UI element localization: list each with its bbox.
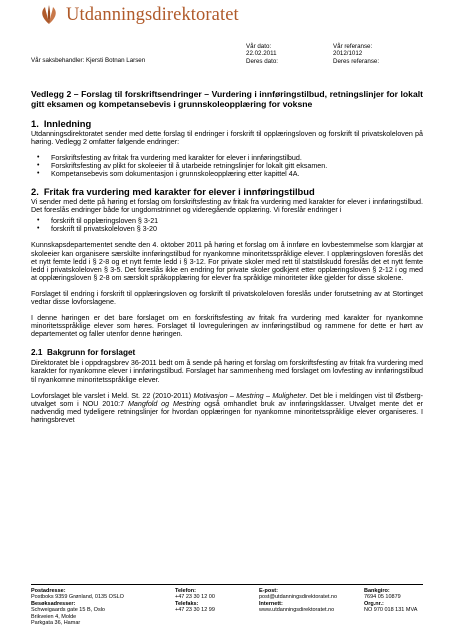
section-2-1-number: 2.1 — [31, 348, 43, 358]
footer-bank-column — [364, 588, 417, 614]
page-footer — [31, 584, 423, 627]
section-2-1-title: Bakgrunn for forslaget — [47, 348, 136, 358]
besoksadresse: Brikveien 4, Molde — [31, 613, 77, 620]
document-body — [31, 90, 423, 432]
section-2-1-paragraph-1: Direktoratet ble i oppdragsbrev 36-2011 bedt om å sende på høring et forslag om forskriftsfesting av fritak fra vurdering med karakter for nyankomne elever i innføringstilbud. Forslaget har sammenheng med forslaget om lovfesting av innføringstilbud til nyankomne minoritetsspråklige elever. — [31, 359, 423, 384]
section-2-paragraph-2: Kunnskapsdepartementet sendte den 4. oktober 2011 på høring et forslag om å innføre en lovbestemmelse som klargjør at skoleeier kan organisere særskilte innføringstilbud for nyankomne minoritetsspråklige elever. I opplæringsloven foreslås det et nytt femte ledd i § 2-8 og et nytt femte ledd i § 3-12. For private skoler med rett til statstilskudd foreslås det et nytt femte ledd i privatskoleloven § 3-5. Det foreslås ikke en endring for private skoler godkjent etter opplæringsloven § 2-12 i og med at opplæringsloven § 2-8 om særskilt språkopplæring for elever fra språklige minoriteter ikke gjelder for disse skolene. — [31, 241, 423, 282]
epost-link[interactable]: post@utdanningsdirektoratet.no — [259, 594, 338, 601]
orgnr: NO 970 018 131 MVA — [364, 607, 418, 614]
besoksadresse: Parkgata 36, Hamar — [31, 620, 81, 627]
logo — [36, 4, 239, 26]
bankgiro: 7694 05 10879 — [364, 594, 401, 601]
telefaks-label: Telefaks: — [175, 600, 199, 607]
footer-web-column — [259, 588, 337, 614]
deres-dato-label: Deres dato: — [246, 57, 278, 65]
section-1-list — [31, 154, 423, 178]
section-1-paragraph: Utdanningsdirektoratet sender med dette forslag til endringer i forskrift til opplæringsloven og forskrift til privatskoleloven på høring. Vedlegg 2 omfatter følgende endringer: — [31, 129, 423, 146]
postadresse-label: Postadresse: — [31, 588, 66, 594]
logo-text: Utdanningsdirektoratet — [66, 4, 239, 25]
section-1-number: 1. — [31, 117, 39, 129]
report-title: Motivasjon – Mestring – Muligheter — [193, 391, 306, 400]
besoksadresser-label: Besøksadresser: — [31, 600, 76, 607]
section-2-heading — [31, 186, 423, 197]
list-item: • forskrift til privatskoleloven § 3-20 — [31, 225, 423, 233]
telefon: +47 23 30 12 00 — [175, 594, 215, 601]
saksbehandler: Vår saksbehandler: Kjersti Botnan Larsen — [31, 57, 146, 64]
list-item: • Forskriftsfesting av plikt for skoleeier til å utarbeide retningslinjer for lokalt gitt eksamen. — [31, 162, 423, 170]
besoksadresse: Schweigaards gate 15 B, Oslo — [31, 607, 105, 614]
list-item: • forskrift til opplæringsloven § 3-21 — [31, 217, 423, 225]
text-run: også omhandlet bruk av innføringsklasser. Utvalget mente det er nødvendig med tydeligere retningslinjer for hvordan opplæringen for nyankomne minoritetsspråklige elever organiseres. I høringsbrevet — [31, 399, 423, 424]
section-2-paragraph-1: Vi sender med dette på høring et forslag om forskriftsfesting av fritak fra vurdering med karakter for elever i innføringstilbud. Det foreslås endringer både for ungdomstrinnet og videregående opplæring. Vi foreslår endringer i — [31, 198, 423, 215]
document-title: Vedlegg 2 – Forslag til forskriftsendringer – Vurdering i innføringstilbud, retningslinjer for lokalt gitt eksamen og kompetansebevis i grunnskoleopplæring for voksne — [31, 89, 423, 109]
list-item: • Kompetansebevis som dokumentasjon i grunnskoleopplæring etter kapittel 4A. — [31, 170, 423, 178]
dates-column — [246, 43, 278, 65]
var-referanse-label: Vår referanse: — [333, 43, 373, 50]
bankgiro-label: Bankgiro: — [364, 588, 390, 594]
deres-referanse-label: Deres referanse: — [333, 57, 380, 65]
section-2-paragraph-3: Forslaget til endring i forskrift til opplæringsloven og forskrift til privatskoleloven foreslås under forutsetning av at Stortinget vedtar disse lovforslagene. — [31, 289, 423, 306]
section-2-title: Fritak fra vurdering med karakter for elever i innføringstilbud — [43, 186, 315, 198]
section-2-1-paragraph-2 — [31, 392, 423, 424]
logo-emblem-icon — [36, 4, 62, 26]
orgnr-label: Org.nr.: — [364, 600, 384, 607]
internett-link[interactable]: www.utdanningsdirektoratet.no — [259, 607, 335, 614]
section-2-paragraph-4: I denne høringen er det bare forslaget om en forskriftsfesting av fritak fra vurdering med karakter for nyankomne minoritetsspråklige elever som høres. Forslaget til lovreguleringen av innføringstilbud og rammene for dette er hørt av departementet og faller utenfor denne høringen. — [31, 314, 423, 339]
section-2-list — [31, 217, 423, 233]
var-dato-label: Vår dato: — [246, 43, 272, 50]
postadresse: Postboks 9359 Grønland, 0135 OSLO — [31, 594, 124, 601]
section-2-1-heading — [31, 348, 423, 358]
section-1-heading — [31, 118, 423, 129]
var-dato: 22.02.2011 — [246, 50, 277, 58]
epost-label: E-post: — [259, 588, 278, 594]
internett-label: Internett: — [259, 600, 283, 607]
telefon-label: Telefon: — [175, 588, 196, 594]
section-2-number: 2. — [31, 186, 39, 198]
telefaks: +47 23 30 12 99 — [175, 607, 215, 614]
references-column — [333, 43, 379, 65]
text-run: Lovforslaget ble varslet i Meld. St. 22 (2010-2011) — [31, 391, 194, 400]
report-title: Mangfold og Mestring — [127, 399, 201, 408]
footer-phone-column — [175, 588, 215, 614]
text-run: . Det ble i meldingen vist til Østberg-utvalget som i NOU 2010:7 — [31, 391, 423, 408]
list-item: • Forskriftsfesting av fritak fra vurdering med karakter for elever i innføringstilbud. — [31, 154, 423, 162]
footer-address-column — [31, 588, 124, 626]
var-referanse: 2012/1012 — [333, 50, 363, 58]
section-1-title: Innledning — [43, 117, 92, 129]
